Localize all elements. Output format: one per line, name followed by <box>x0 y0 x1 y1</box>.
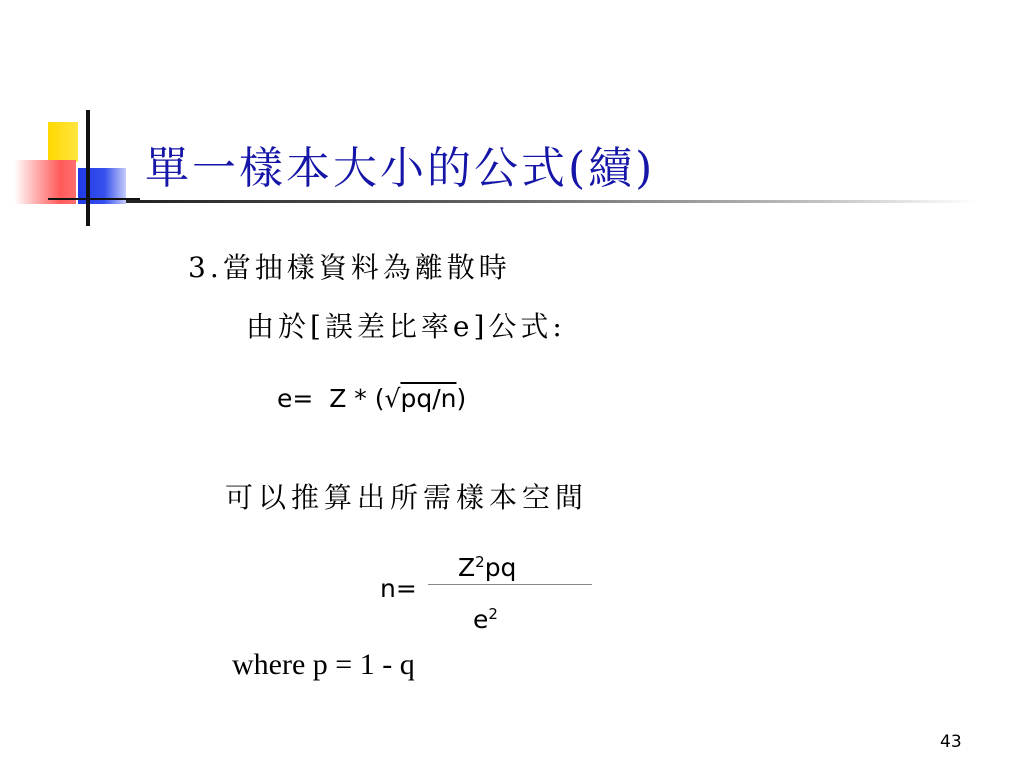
numerator-rest: pq <box>484 553 517 582</box>
denominator-base: e <box>473 605 489 634</box>
numerator-base: Z <box>458 553 476 582</box>
error-ratio-line: 由於[誤差比率e]公式: <box>246 310 566 343</box>
item-text: 當抽樣資料為離散時 <box>222 251 511 284</box>
formula-n-label: n= <box>380 574 417 603</box>
where-clause: where p = 1 - q <box>232 648 415 681</box>
item-line-discrete <box>188 246 511 286</box>
formula-e-right: ) <box>456 384 467 413</box>
error-formula <box>277 384 466 413</box>
title-underline <box>126 200 976 203</box>
formula-e-left: e= <box>277 384 314 413</box>
vertical-rule-decoration <box>86 110 90 226</box>
denominator-exponent: 2 <box>488 605 498 623</box>
yellow-square-decoration <box>48 122 78 162</box>
fraction-bar <box>428 584 592 585</box>
item-number: 3. <box>188 251 223 284</box>
formula-n-numerator <box>458 553 516 582</box>
formula-e-middle: Z * (√ <box>329 384 401 413</box>
numerator-exponent: 2 <box>475 553 485 571</box>
page-number: 43 <box>940 732 962 752</box>
formula-e-radicand: pq/n <box>400 384 457 413</box>
formula-n-denominator <box>473 605 498 634</box>
slide-title: 單一樣本大小的公式(續) <box>145 143 656 194</box>
sample-space-line: 可以推算出所需樣本空間 <box>225 481 589 514</box>
